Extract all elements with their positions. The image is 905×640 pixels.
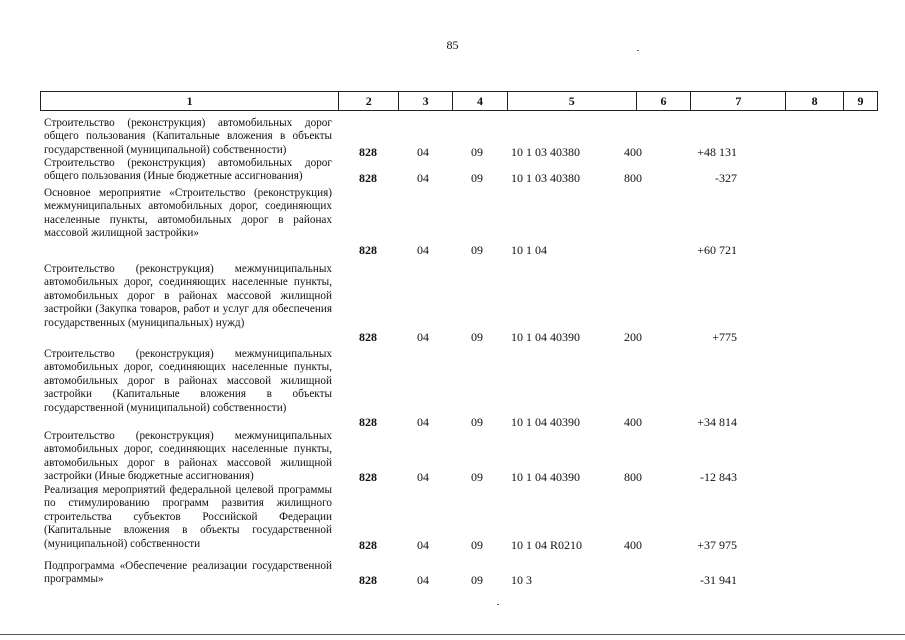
row-description: Строительство (реконструкция) межмуниципальных автомобильных дорог, соединяющих населенные пункты, автомобильных дорог в районах массовой жилищной застройки (Иные бюджетные ассигнования): [44, 430, 332, 483]
row-section: 04: [417, 573, 429, 587]
row-code: 828: [359, 538, 377, 552]
row-subsection: 09: [471, 470, 483, 484]
page-number: 85: [446, 38, 459, 52]
row-section: 04: [417, 415, 429, 429]
header-col-1: 1: [41, 92, 339, 110]
row-code: 828: [359, 573, 377, 587]
row-amount: +60 721: [697, 243, 737, 257]
row-expense: 800: [624, 470, 642, 484]
table-header: [40, 91, 878, 111]
row-expense: 400: [624, 415, 642, 429]
row-code: 828: [359, 330, 377, 344]
row-target: 10 1 04 40390: [511, 415, 580, 429]
header-col-3: 3: [399, 92, 453, 110]
row-target: 10 1 04 R0210: [511, 538, 583, 552]
row-code: 828: [359, 415, 377, 429]
header-col-2: 2: [339, 92, 399, 110]
row-subsection: 09: [471, 171, 483, 185]
row-amount: +775: [712, 330, 737, 344]
row-amount: +34 814: [697, 415, 737, 429]
row-expense: 400: [624, 538, 642, 552]
row-section: 04: [417, 538, 429, 552]
row-section: 04: [417, 171, 429, 185]
row-expense: 800: [624, 171, 642, 185]
row-code: 828: [359, 470, 377, 484]
row-target: 10 1 04 40390: [511, 330, 580, 344]
row-amount: +37 975: [697, 538, 737, 552]
row-description: Основное мероприятие «Строительство (реконструкция) межмуниципальных автомобильных дорог, соединяющих населенные пункты, автомобильных дорог в районах массовой жилищной застройки»: [44, 187, 332, 240]
row-amount: -31 941: [700, 573, 737, 587]
row-description: Реализация мероприятий федеральной целевой программы по стимулированию программ развития жилищного строительства субъектов Российской Федерации (Капитальные вложения в объекты государственной (муниципальной) собственности: [44, 484, 332, 550]
row-expense: 200: [624, 330, 642, 344]
row-subsection: 09: [471, 415, 483, 429]
row-code: 828: [359, 243, 377, 257]
header-col-9: 9: [857, 93, 864, 108]
row-target: 10 1 04: [511, 243, 547, 257]
row-subsection: 09: [471, 330, 483, 344]
row-amount: +48 131: [697, 145, 737, 159]
row-subsection: 09: [471, 243, 483, 257]
row-description: Подпрограмма «Обеспечение реализации государственной программы»: [44, 560, 332, 586]
page-bottom-edge: [0, 634, 905, 635]
header-col-7: 7: [691, 92, 786, 110]
row-target: 10 1 03 40380: [511, 145, 580, 159]
row-code: 828: [359, 171, 377, 185]
row-target: 10 1 03 40380: [511, 171, 580, 185]
row-subsection: 09: [471, 573, 483, 587]
header-col-5: 5: [508, 92, 637, 110]
row-code: 828: [359, 145, 377, 159]
row-section: 04: [417, 145, 429, 159]
row-subsection: 09: [471, 538, 483, 552]
row-description: Строительство (реконструкция) межмуниципальных автомобильных дорог, соединяющих населенные пункты, автомобильных дорог в районах массовой жилищной застройки (Закупка товаров, работ и услуг для обеспечения государственных (муниципальных) нужд): [44, 263, 332, 329]
header-col-4: 4: [453, 92, 508, 110]
row-section: 04: [417, 243, 429, 257]
row-description: Строительство (реконструкция) автомобильных дорог общего пользования (Капитальные вложения в объекты государственной (муниципальной) собственности): [44, 117, 332, 156]
row-section: 04: [417, 330, 429, 344]
row-subsection: 09: [471, 145, 483, 159]
row-target: 10 3: [511, 573, 532, 587]
header-col-8: 8: [786, 92, 844, 110]
scan-speck: [497, 604, 499, 605]
row-description: Строительство (реконструкция) автомобильных дорог общего пользования (Иные бюджетные ассигнования): [44, 157, 332, 183]
scan-speck: [637, 50, 639, 51]
header-col-6: 6: [637, 92, 692, 110]
row-amount: -327: [715, 171, 737, 185]
row-description: Строительство (реконструкция) межмуниципальных автомобильных дорог, соединяющих населенные пункты, автомобильных дорог в районах массовой жилищной застройки (Капитальные вложения в объекты государственной (муниципальной) собственности): [44, 348, 332, 414]
row-expense: 400: [624, 145, 642, 159]
row-target: 10 1 04 40390: [511, 470, 580, 484]
row-amount: -12 843: [700, 470, 737, 484]
row-section: 04: [417, 470, 429, 484]
